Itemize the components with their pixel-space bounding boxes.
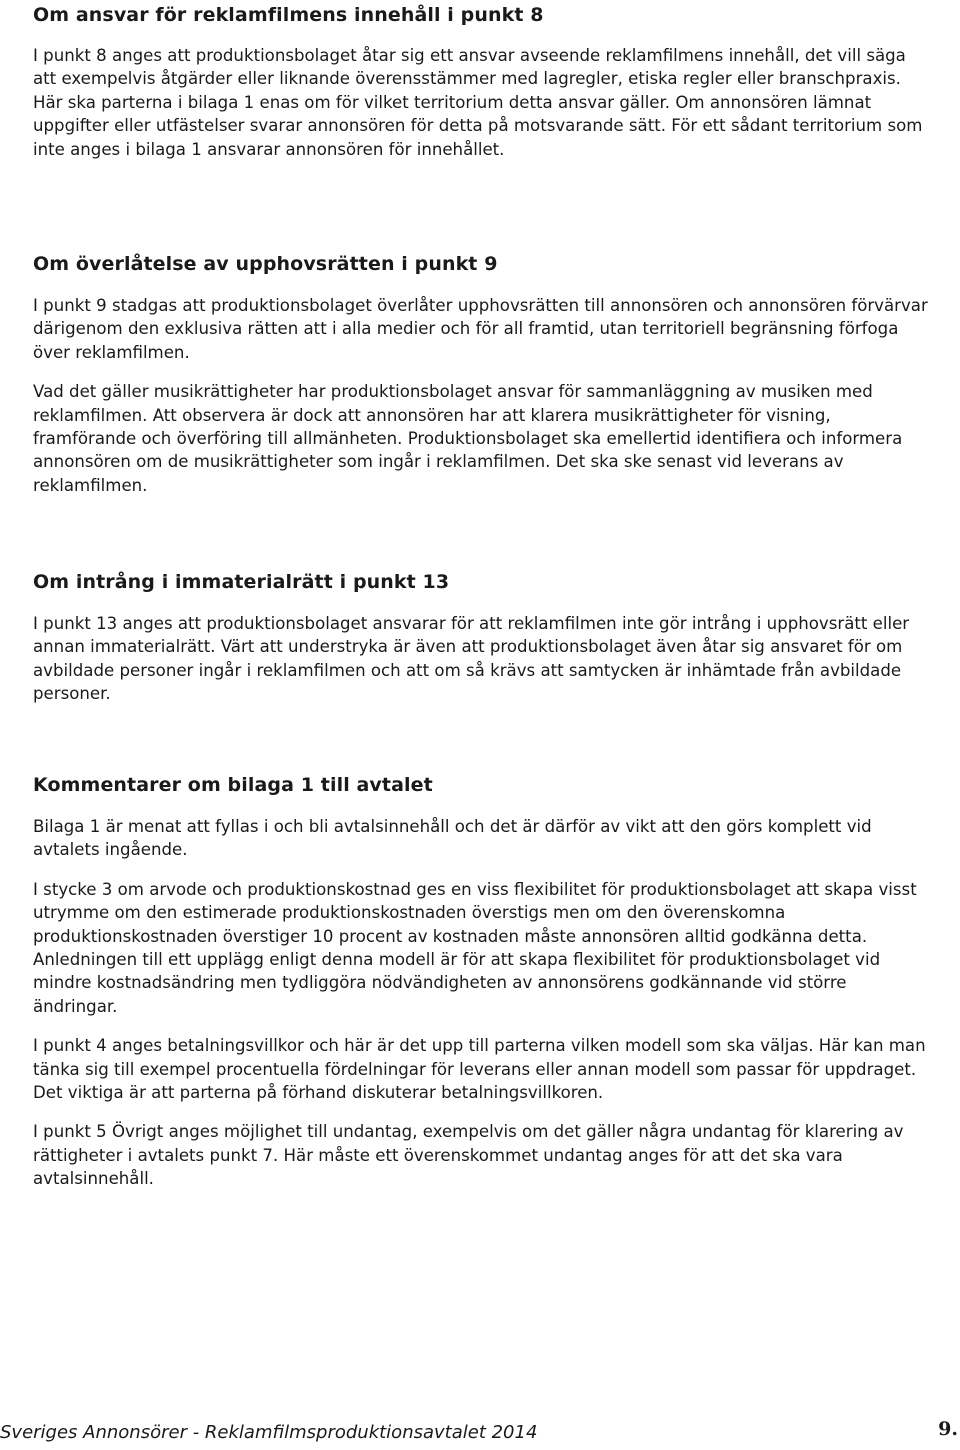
- section-heading: Kommentarer om bilaga 1 till avtalet: [33, 774, 433, 796]
- section-paragraph: Vad det gäller musikrättigheter har produktionsbolaget ansvar för sammanläggning av musiken med reklamfilmen. Att observera är dock att annonsören har att klarera musikrättigheter för visning, framförande och överföring till allmänheten. Produktionsbolaget ska emellertid identifiera och informera annonsören om de musikrättigheter som ingår i reklamfilmen. Det ska ske senast vid leverans av reklamfilmen.: [33, 382, 903, 495]
- footer-title: Sveriges Annonsörer - Reklamfilmsproduktionsavtalet 2014: [0, 1422, 538, 1443]
- section-paragraph: Bilaga 1 är menat att fyllas i och bli avtalsinnehåll och det är därför av vikt att den görs komplett vid avtalets ingående.: [33, 817, 872, 860]
- section-heading: Om överlåtelse av upphovsrätten i punkt 9: [33, 253, 498, 275]
- section-paragraph: I punkt 4 anges betalningsvillkor och här är det upp till parterna vilken modell som ska väljas. Här kan man tänka sig till exempel procentuella fördelningar för leverans eller annan modell som passar för uppdraget. Det viktiga är att parterna på förhand diskuterar betalningsvillkoren.: [33, 1036, 926, 1103]
- section-heading: Om ansvar för reklamfilmens innehåll i punkt 8: [33, 4, 544, 26]
- section-heading: Om intrång i immaterialrätt i punkt 13: [33, 571, 450, 593]
- section-content-responsibility: [33, 3, 933, 161]
- page-number: 9.: [938, 1418, 958, 1440]
- section-paragraph: I punkt 8 anges att produktionsbolaget åtar sig ett ansvar avseende reklamfilmens innehåll, det vill säga att exempelvis åtgärder eller liknande överensstämmer med lagregler, etiska regler eller branschpraxis. Här ska parterna i bilaga 1 enas om för vilket territorium detta ansvar gäller. Om annonsören lämnat uppgifter eller utfästelser svarar annonsören för detta på motsvarande sätt. För ett sådant territorium som inte anges i bilaga 1 ansvarar annonsören för innehållet.: [33, 46, 923, 159]
- section-paragraph: I punkt 9 stadgas att produktionsbolaget överlåter upphovsrätten till annonsören och annonsören förvärvar därigenom den exklusiva rätten att i alla medier och för all framtid, utan territoriell begränsning förfoga över reklamfilmen.: [33, 296, 928, 362]
- section-appendix-comments: [33, 773, 933, 1191]
- section-ip-infringement: [33, 570, 933, 706]
- section-copyright-transfer: [33, 252, 933, 497]
- section-paragraph: I stycke 3 om arvode och produktionskostnad ges en viss flexibilitet för produktionsbolaget att skapa visst utrymme om den estimerade produktionskostnaden överstigs men om den överenskomna produktionskostnaden överstiger 10 procent av kostnaden måste annonsören alltid godkänna detta. Anledningen till ett upplägg enligt denna modell är för att skapa flexibilitet för produktionsbolaget vid mindre kostnadsändring men tydliggöra nödvändigheten av annonsörens godkännande vid större ändringar.: [33, 879, 917, 1016]
- section-paragraph: I punkt 13 anges att produktionsbolaget ansvarar för att reklamfilmen inte gör intrång i upphovsrätt eller annan immaterialrätt. Värt att understryka är även att produktionsbolaget även åtar sig ansvaret för om avbildade personer ingår i reklamfilmen och att om så krävs att samtycken är inhämtade från avbildade personer.: [33, 614, 910, 704]
- section-paragraph: I punkt 5 Övrigt anges möjlighet till undantag, exempelvis om det gäller några undantag för klarering av rättigheter i avtalets punkt 7. Här måste ett överenskommet undantag anges för att det ska vara avtalsinnehåll.: [33, 1122, 904, 1189]
